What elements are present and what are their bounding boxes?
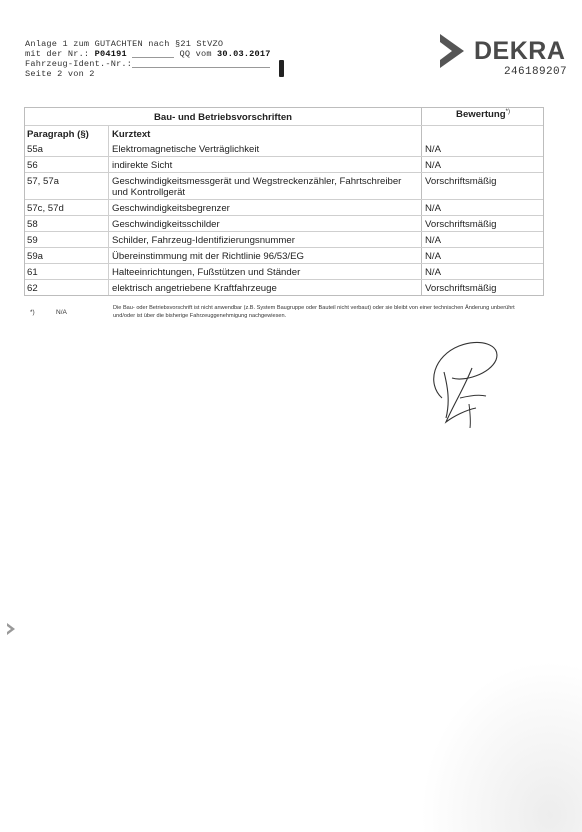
table-column-header <box>25 125 543 141</box>
row-short-text: indirekte Sicht <box>109 157 422 172</box>
row-short-text: Halteeinrichtungen, Fußstützen und Ständer <box>109 264 422 279</box>
row-rating: N/A <box>425 144 441 155</box>
header-line-vin <box>25 59 271 69</box>
handwritten-signature <box>424 338 504 430</box>
row-short-text: Elektromagnetische Verträglichkeit <box>109 141 422 156</box>
row-paragraph: 57, 57a <box>25 173 109 199</box>
rating-header <box>422 108 543 125</box>
footnote-mark: *) <box>30 309 35 316</box>
row-rating: Vorschriftsmäßig <box>425 219 497 230</box>
header-line-report <box>25 49 271 59</box>
row-short-text: Geschwindigkeitsbegrenzer <box>109 200 422 215</box>
table-row <box>25 215 543 231</box>
document-number: 246189207 <box>504 66 568 78</box>
row-short-text: elektrisch angetriebene Kraftfahrzeuge <box>109 280 422 295</box>
scan-smudge <box>420 660 582 832</box>
document-header <box>25 39 271 79</box>
redacted-vin <box>132 60 270 68</box>
report-number: P04191 <box>94 49 127 59</box>
row-paragraph: 61 <box>25 264 109 279</box>
row-short-text: Schilder, Fahrzeug-Identifizierungsnummer <box>109 232 422 247</box>
row-short-text: Übereinstimmung mit der Richtlinie 96/53/EG <box>109 248 422 263</box>
dekra-small-logo-icon <box>6 623 16 635</box>
row-paragraph: 55a <box>25 141 109 156</box>
group-header-title: Bau- und Betriebsvorschriften <box>25 108 422 125</box>
regulations-table <box>24 107 544 296</box>
row-rating: N/A <box>425 160 441 171</box>
table-row <box>25 263 543 279</box>
row-paragraph: 58 <box>25 216 109 231</box>
col-short-text: Kurztext <box>109 126 422 141</box>
table-row <box>25 156 543 172</box>
table-row <box>25 247 543 263</box>
footnote-code: N/A <box>56 309 67 316</box>
row-rating: Vorschriftsmäßig <box>425 283 497 294</box>
report-date-prefix: QQ vom <box>179 49 218 59</box>
redacted-field <box>132 50 174 58</box>
footnote-text: Die Bau- oder Betriebsvorschrift ist nicht anwendbar (z.B. System Baugruppe oder Bauteil nicht verbaut) oder sie bleibt von einer technischen Änderung unberührt und/oder ist über die bisherige Fahrzeuggenehmigung nachgewiesen. <box>113 305 515 319</box>
table-group-header <box>25 108 543 125</box>
dekra-logo <box>438 34 572 80</box>
table-row <box>25 172 543 199</box>
row-rating: N/A <box>425 203 441 214</box>
col-rating-empty <box>422 126 543 141</box>
redaction-bar <box>279 60 284 77</box>
row-short-text: Geschwindigkeitsmessgerät und Wegstreckenzähler, Fahrtschreiber und Kontrollgerät <box>109 173 422 199</box>
row-paragraph: 56 <box>25 157 109 172</box>
rating-header-label: Bewertung <box>456 109 506 121</box>
row-paragraph: 59 <box>25 232 109 247</box>
report-date: 30.03.2017 <box>217 49 271 59</box>
logo-wordmark: DEKRA <box>474 37 566 65</box>
row-paragraph: 59a <box>25 248 109 263</box>
row-paragraph: 57c, 57d <box>25 200 109 215</box>
header-line-annex: Anlage 1 zum GUTACHTEN nach §21 StVZO <box>25 39 224 49</box>
col-paragraph: Paragraph (§) <box>25 126 109 141</box>
header-line-page: Seite 2 von 2 <box>25 69 95 79</box>
row-rating: N/A <box>425 235 441 246</box>
report-prefix: mit der Nr.: <box>25 49 95 59</box>
dekra-logo-icon <box>438 34 466 68</box>
row-rating: N/A <box>425 251 441 262</box>
table-row <box>25 141 543 156</box>
table-row <box>25 199 543 215</box>
row-rating: N/A <box>425 267 441 278</box>
row-short-text: Geschwindigkeitsschilder <box>109 216 422 231</box>
table-row <box>25 231 543 247</box>
vin-label: Fahrzeug-Ident.-Nr.: <box>25 59 133 69</box>
row-paragraph: 62 <box>25 280 109 295</box>
rating-header-footnote: *) <box>505 109 510 115</box>
table-row <box>25 279 543 295</box>
row-rating: Vorschriftsmäßig <box>425 176 497 187</box>
